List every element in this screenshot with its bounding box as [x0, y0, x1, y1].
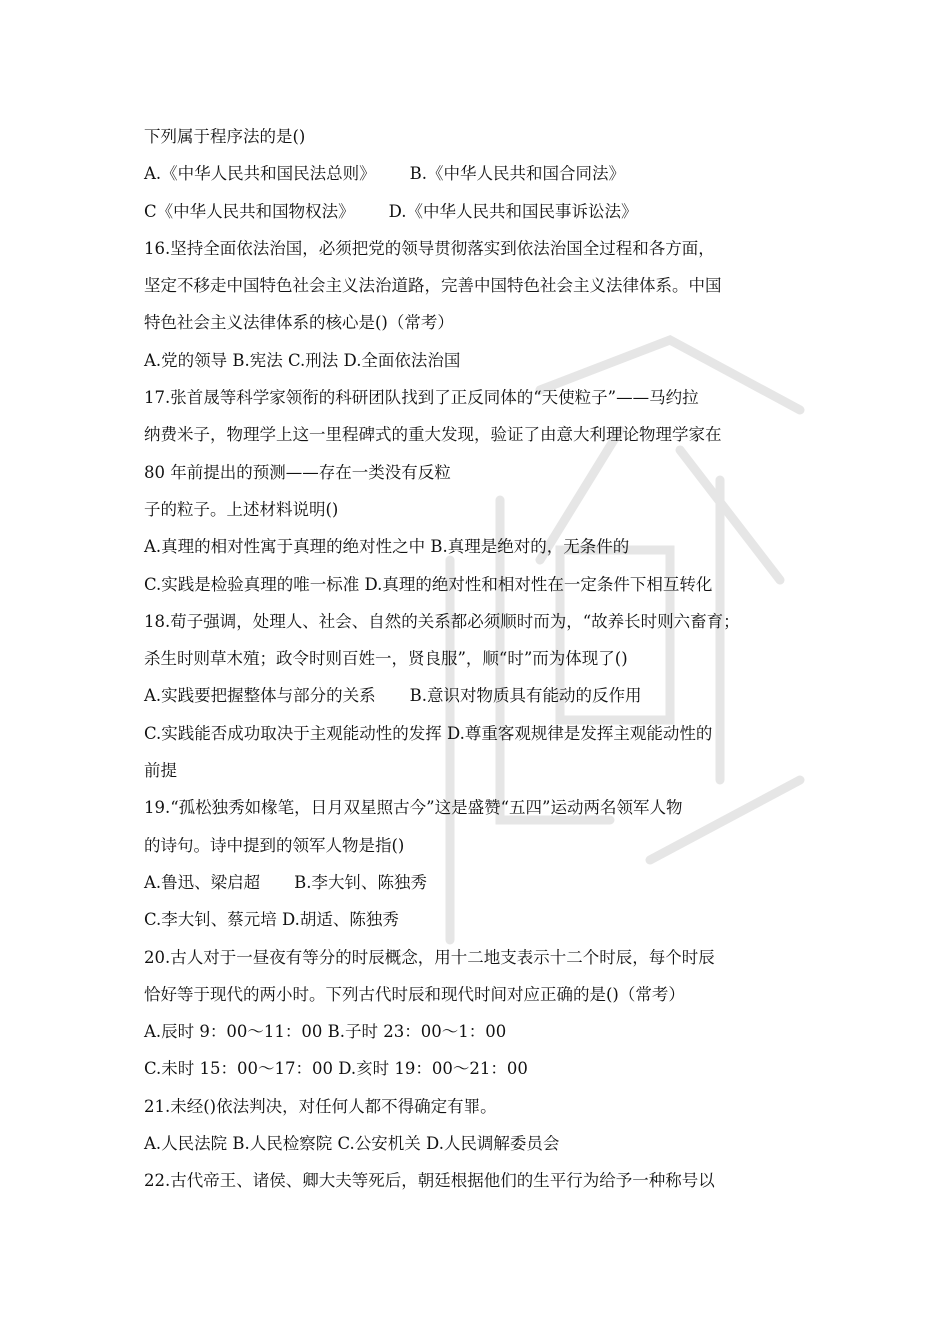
text-line: A.辰时 9：00～11：00 B.子时 23：00～1：00 [144, 1022, 507, 1042]
text-line: C.实践是检验真理的唯一标准 D.真理的绝对性和相对性在一定条件下相互转化 [144, 574, 713, 594]
text-line: 80 年前提出的预测——存在一类没有反粒 [144, 462, 451, 482]
text-line: 前提 [144, 761, 177, 781]
text-line: 17.张首晟等科学家领衔的科研团队找到了正反同体的“天使粒子”——马约拉 [144, 388, 699, 408]
option-text: A.实践要把握整体与部分的关系 [144, 686, 376, 706]
text-line: 16.坚持全面依法治国，必须把党的领导贯彻落实到依法治国全过程和各方面， [144, 238, 715, 258]
text-line: 20.古人对于一昼夜有等分的时辰概念，用十二地支表示十二个时辰，每个时辰 [144, 947, 715, 967]
text-line: 坚定不移走中国特色社会主义法治道路，完善中国特色社会主义法律体系。中国 [144, 276, 722, 296]
text-line [144, 193, 824, 230]
option-text: B.《中华人民共和国合同法》 [409, 164, 626, 184]
text-line [144, 677, 824, 714]
text-line: 下列属于程序法的是() [144, 127, 306, 146]
text-line: 18.荀子强调，处理人、社会、自然的关系都必须顺时而为，“故养长时则六畜育； [144, 611, 740, 631]
text-line: C.未时 15：00～17：00 D.亥时 19：00～21：00 [144, 1059, 528, 1079]
text-line: 19.“孤松独秀如椽笔，日月双星照古今”这是盛赞“五四”运动两名领军人物 [144, 798, 683, 818]
text-line: 的诗句。诗中提到的领军人物是指() [144, 835, 405, 855]
document-body [144, 118, 824, 1200]
option-text: A.鲁迅、梁启超 [144, 872, 261, 892]
text-line: A.党的领导 B.宪法 C.刑法 D.全面依法治国 [144, 350, 461, 370]
text-line [144, 155, 824, 192]
text-line: A.人民法院 B.人民检察院 C.公安机关 D.人民调解委员会 [144, 1134, 560, 1154]
text-line: 特色社会主义法律体系的核心是()（常考） [144, 313, 454, 333]
option-text: A.《中华人民共和国民法总则》 [144, 164, 376, 184]
option-text: B.意识对物质具有能动的反作用 [409, 686, 642, 706]
text-line: 杀生时则草木殖；政令时则百姓一，贤良服”，顺“时”而为体现了() [144, 649, 628, 669]
text-line: 21.未经()依法判决，对任何人都不得确定有罪。 [144, 1096, 497, 1116]
option-text: B.李大钊、陈独秀 [294, 872, 428, 892]
option-text: C《中华人民共和国物权法》 [144, 201, 355, 221]
option-text: D.《中华人民共和国民事诉讼法》 [388, 201, 638, 221]
text-line: 22.古代帝王、诸侯、卿大夫等死后，朝廷根据他们的生平行为给予一种称号以 [144, 1171, 715, 1191]
text-line: 子的粒子。上述材料说明() [144, 499, 339, 519]
text-line: C.李大钊、蔡元培 D.胡适、陈独秀 [144, 910, 399, 930]
text-line: C.实践能否成功取决于主观能动性的发挥 D.尊重客观规律是发挥主观能动性的 [144, 723, 713, 743]
text-line: 纳费米子，物理学上这一里程碑式的重大发现，验证了由意大利理论物理学家在 [144, 425, 722, 445]
text-line [144, 864, 824, 901]
text-line: 恰好等于现代的两小时。下列古代时辰和现代时间对应正确的是()（常考） [144, 984, 685, 1004]
text-line: A.真理的相对性寓于真理的绝对性之中 B.真理是绝对的，无条件的 [144, 537, 630, 557]
